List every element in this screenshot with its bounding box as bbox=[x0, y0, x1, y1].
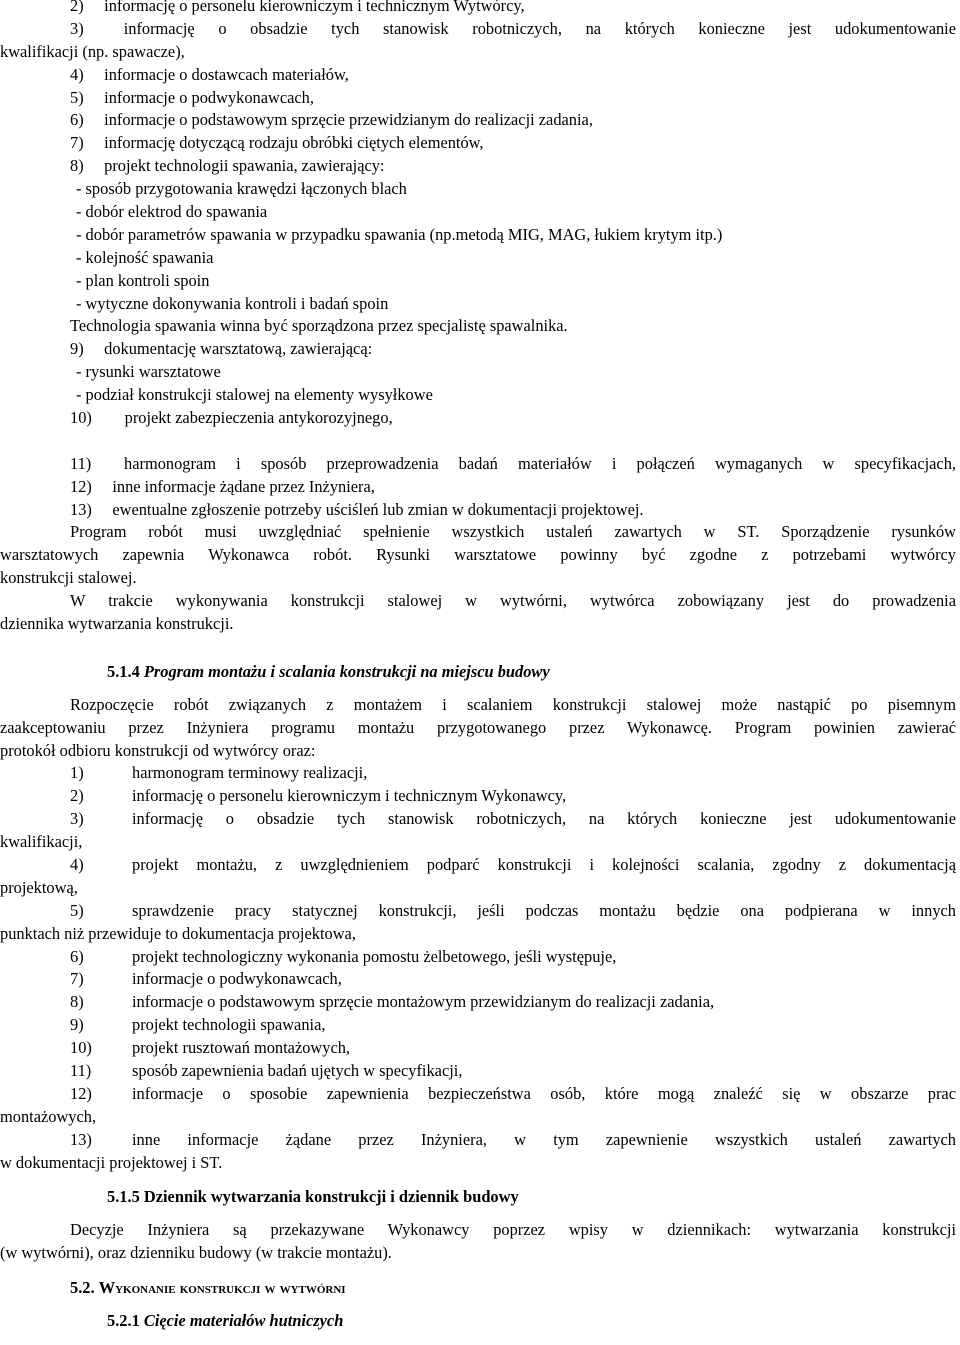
list-item-text: sprawdzenie pracy statycznej konstrukcji, jeśli podczas montażu będzie ona podpierana w innych bbox=[132, 900, 956, 920]
section-heading bbox=[0, 1186, 956, 1209]
section-number: 5.1.5 bbox=[107, 1187, 140, 1207]
list-item-text: sposób zapewnienia badań ujętych w specyfikacji, bbox=[132, 1060, 463, 1080]
list-item-number: 10) bbox=[70, 1038, 92, 1058]
list-item bbox=[0, 1129, 956, 1152]
paragraph-line: konstrukcji stalowej. bbox=[0, 568, 137, 588]
list-item-continuation: projektową, bbox=[0, 877, 78, 897]
spacer bbox=[0, 1300, 956, 1310]
paragraph-line: protokół odbioru konstrukcji od wytwórcy oraz: bbox=[0, 740, 316, 760]
montaz-list bbox=[0, 762, 956, 1174]
list-item bbox=[0, 1014, 956, 1037]
paragraph-line: W trakcie wykonywania konstrukcji stalowej w wytwórni, wytwórca zobowiązany jest do prowadzenia bbox=[70, 591, 956, 611]
dash-item: - dobór elektrod do spawania bbox=[76, 202, 268, 222]
list-item: 4) informacje o dostawcach materiałów, bbox=[70, 64, 349, 84]
list-item-number: 6) bbox=[70, 946, 84, 966]
paragraph-line: Decyzje Inżyniera są przekazywane Wykonawcy poprzez wpisy w dziennikach: wytwarzania konstrukcji bbox=[70, 1220, 956, 1240]
list-item: 6) informacje o podstawowym sprzęcie przewidzianym do realizacji zadania, bbox=[70, 110, 593, 130]
paragraph-line: zaakceptowaniu przez Inżyniera programu montażu przygotowanego przez Wykonawcę. Program powinien zawierać bbox=[0, 717, 956, 737]
list-item: 11) harmonogram i sposób przeprowadzenia badań materiałów i połączeń wymaganych w specyfikacjach, bbox=[70, 453, 956, 473]
list-item bbox=[0, 1083, 956, 1106]
list-item: 10) projekt zabezpieczenia antykorozyjnego, bbox=[70, 408, 393, 428]
paragraph-line: warsztatowych zapewnia Wykonawca robót. Rysunki warsztatowe powinny być zgodne z potrzebami wytwórcy bbox=[0, 545, 956, 565]
list-item-number: 12) bbox=[70, 1083, 92, 1103]
list-item-continuation: w dokumentacji projektowej i ST. bbox=[0, 1152, 223, 1172]
list-item-number: 8) bbox=[70, 992, 84, 1012]
list-item-text: projekt technologiczny wykonania pomostu żelbetowego, jeśli występuje, bbox=[132, 946, 617, 966]
section-title: Dziennik wytwarzania konstrukcji i dziennik budowy bbox=[143, 1187, 519, 1207]
list-item: 2) informację o personelu kierowniczym i technicznym Wytwórcy, bbox=[70, 0, 525, 15]
spacer bbox=[0, 1265, 956, 1277]
section-heading bbox=[0, 1277, 956, 1300]
spacer bbox=[0, 1174, 956, 1186]
list-item-text: informacje o sposobie zapewnienia bezpieczeństwa osób, które mogą znaleźć się w obszarze prac bbox=[132, 1083, 956, 1103]
list-item-continuation: kwalifikacji, bbox=[0, 832, 83, 852]
dash-item: - sposób przygotowania krawędzi łączonych blach bbox=[76, 179, 407, 199]
list-item: 7) informację dotyczącą rodzaju obróbki ciętych elementów, bbox=[70, 133, 484, 153]
section-title: Cięcie materiałów hutniczych bbox=[143, 1310, 344, 1330]
paragraph-line: dziennika wytwarzania konstrukcji. bbox=[0, 614, 234, 634]
paragraph-line: Rozpoczęcie robót związanych z montażem i scalaniem konstrukcji stalowej może nastąpić po pisemnym bbox=[70, 694, 956, 714]
list-item-text: informacje o podwykonawcach, bbox=[132, 969, 342, 989]
list-item-number: 1) bbox=[70, 763, 84, 783]
dash-item: - wytyczne dokonywania kontroli i badań spoin bbox=[76, 293, 389, 313]
list-item: 12) inne informacje żądane przez Inżyniera, bbox=[70, 476, 375, 496]
list-item-continuation: kwalifikacji (np. spawacze), bbox=[0, 41, 185, 61]
list-item: 3) informację o obsadzie tych stanowisk robotniczych, na których konieczne jest udokumentowanie bbox=[70, 18, 956, 38]
section-number: 5.2. bbox=[70, 1278, 95, 1298]
list-item-number: 4) bbox=[70, 854, 84, 874]
list-item bbox=[0, 854, 956, 877]
spacer bbox=[0, 1209, 956, 1219]
section-number: 5.1.4 bbox=[107, 661, 140, 681]
spacer bbox=[0, 636, 956, 659]
list-item-number: 9) bbox=[70, 1015, 84, 1035]
dash-item: - podział konstrukcji stalowej na elementy wysyłkowe bbox=[76, 385, 433, 405]
dash-item: - kolejność spawania bbox=[76, 247, 214, 267]
list-item bbox=[0, 1060, 956, 1083]
list-item-number: 2) bbox=[70, 786, 84, 806]
list-item-text: projekt montażu, z uwzględnieniem podparć konstrukcji i kolejności scalania, zgodny z dokumentacją bbox=[132, 854, 956, 874]
list-item-number: 7) bbox=[70, 969, 84, 989]
section-title: Program montażu i scalania konstrukcji na miejscu budowy bbox=[143, 661, 550, 681]
list-item bbox=[0, 900, 956, 923]
list-item-number: 13) bbox=[70, 1129, 92, 1149]
spacer bbox=[0, 430, 956, 453]
list-item: 13) ewentualne zgłoszenie potrzeby uściśleń lub zmian w dokumentacji projektowej. bbox=[70, 499, 644, 519]
list-item: 9) dokumentację warsztatową, zawierającą: bbox=[70, 339, 373, 359]
list-item-text: harmonogram terminowy realizacji, bbox=[132, 763, 368, 783]
list-item-text: informację o obsadzie tych stanowisk robotniczych, na których konieczne jest udokumentowanie bbox=[132, 809, 956, 829]
list-item bbox=[0, 808, 956, 831]
list-item-text: inne informacje żądane przez Inżyniera, w tym zapewnienie wszystkich ustaleń zawartych bbox=[132, 1129, 956, 1149]
list-item-number: 11) bbox=[70, 1060, 92, 1080]
list-item bbox=[0, 785, 956, 808]
paragraph-line: Program robót musi uwzględniać spełnienie wszystkich ustaleń zawartych w ST. Sporządzenie rysunków bbox=[70, 522, 956, 542]
list-item bbox=[0, 946, 956, 969]
list-item bbox=[0, 1037, 956, 1060]
list-item-text: informacje o podstawowym sprzęcie montażowym przewidzianym do realizacji zadania, bbox=[132, 992, 715, 1012]
list-item-number: 5) bbox=[70, 900, 84, 920]
dash-item: - plan kontroli spoin bbox=[76, 270, 210, 290]
section-heading bbox=[0, 661, 956, 684]
section-number: 5.2.1 bbox=[107, 1310, 140, 1330]
list-item-text: projekt technologii spawania, bbox=[132, 1015, 326, 1035]
paragraph-line: (w wytwórni), oraz dzienniku budowy (w trakcie montażu). bbox=[0, 1243, 392, 1263]
tech-note: Technologia spawania winna być sporządzona przez specjalistę spawalnika. bbox=[70, 316, 568, 336]
list-item bbox=[0, 968, 956, 991]
list-item-number: 3) bbox=[70, 809, 84, 829]
list-item bbox=[0, 991, 956, 1014]
list-item-text: informację o personelu kierowniczym i technicznym Wykonawcy, bbox=[132, 786, 567, 806]
list-item-continuation: montażowych, bbox=[0, 1106, 97, 1126]
list-item bbox=[0, 762, 956, 785]
list-item: 5) informacje o podwykonawcach, bbox=[70, 87, 314, 107]
section-title: Wykonanie konstrukcji w wytwórni bbox=[98, 1278, 346, 1298]
spacer bbox=[0, 684, 956, 694]
list-item: 8) projekt technologii spawania, zawierający: bbox=[70, 156, 385, 176]
list-item-continuation: punktach niż przewiduje to dokumentacja projektowa, bbox=[0, 923, 356, 943]
list-item-text: projekt rusztowań montażowych, bbox=[132, 1038, 351, 1058]
dash-item: - rysunki warsztatowe bbox=[76, 362, 221, 382]
section-heading bbox=[0, 1310, 956, 1333]
dash-item: - dobór parametrów spawania w przypadku spawania (np.metodą MIG, MAG, łukiem krytym itp.) bbox=[76, 224, 723, 244]
